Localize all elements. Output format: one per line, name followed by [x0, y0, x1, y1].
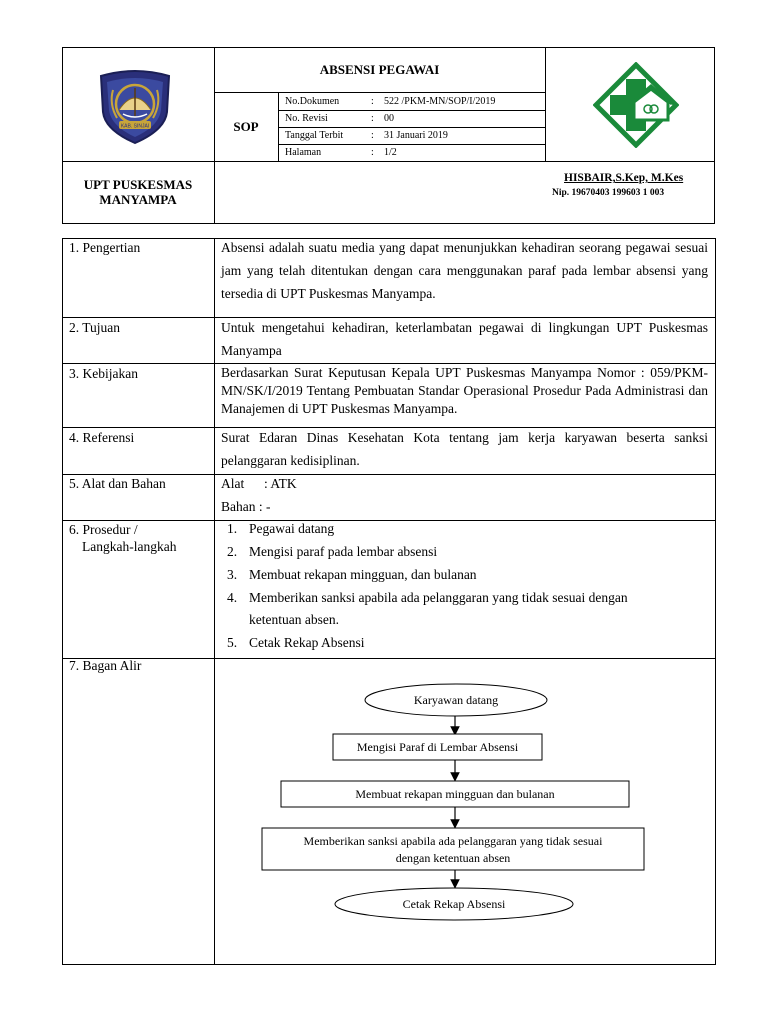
label-kebijakan: 3. Kebijakan — [69, 366, 138, 381]
flow-text-rekap: Membuat rekapan mingguan dan bulanan — [355, 787, 555, 801]
meta-value-halaman: 1/2 — [384, 147, 397, 158]
sop-label: SOP — [233, 119, 259, 134]
step-number: 1. — [227, 521, 238, 536]
step-number: 4. — [227, 590, 238, 605]
signer-nip: Nip. 19670403 199603 1 003 — [552, 188, 665, 198]
label-prosedur-line1: 6. Prosedur / — [69, 522, 138, 537]
org-name-line2: MANYAMPA — [99, 192, 177, 207]
step-number: 2. — [227, 544, 238, 559]
flow-text-sanksi-line2: dengan ketentuan absen — [395, 851, 511, 865]
meta-sep: : — [371, 113, 374, 124]
label-referensi: 4. Referensi — [69, 430, 135, 445]
document-title: ABSENSI PEGAWAI — [319, 62, 440, 77]
bahan-text: Bahan : - — [221, 499, 271, 514]
flow-text-end: Cetak Rekap Absensi — [402, 897, 506, 911]
label-alat-bahan: 5. Alat dan Bahan — [69, 476, 166, 491]
flow-text-paraf: Mengisi Paraf di Lembar Absensi — [356, 740, 519, 754]
meta-sep: : — [371, 147, 374, 158]
step-text: Mengisi paraf pada lembar absensi — [249, 544, 438, 559]
label-tujuan: 2. Tujuan — [69, 320, 121, 335]
text-referensi: Surat Edaran Dinas Kesehatan Kota tentang jam kerja karyawan beserta sanksi pelanggaran kedisiplinan. — [221, 430, 708, 468]
shield-ribbon-text: KAB. SINJAI — [120, 123, 150, 130]
meta-key-dokumen: No.Dokumen — [285, 96, 340, 107]
step-text: Memberikan sanksi apabila ada pelanggaran yang tidak sesuai dengan — [249, 590, 628, 605]
meta-sep: : — [371, 130, 374, 141]
meta-key-tanggal: Tanggal Terbit — [285, 130, 344, 141]
label-pengertian: 1. Pengertian — [69, 240, 141, 255]
signer-name: HISBAIR,S.Kep, M.Kes — [564, 172, 684, 184]
alat-key: Alat — [221, 476, 245, 491]
step-text: Cetak Rekap Absensi — [249, 635, 365, 650]
flow-text-sanksi-line1: Memberikan sanksi apabila ada pelanggaran yang tidak sesuai — [303, 834, 603, 848]
step-number: 3. — [227, 567, 238, 582]
meta-value-dokumen: 522 /PKM-MN/SOP/I/2019 — [384, 96, 496, 107]
meta-key-halaman: Halaman — [285, 147, 322, 158]
text-pengertian: Absensi adalah suatu media yang dapat menunjukkan kehadiran seorang pegawai sesuai jam yang telah ditentukan dengan cara menggunakan paraf pada lembar absensi yang tersedia di UPT Puskesmas Manyampa. — [221, 240, 708, 301]
meta-sep: : — [371, 96, 374, 107]
step-text: Membuat rekapan mingguan, dan bulanan — [249, 567, 477, 582]
org-name-line1: UPT PUSKESMAS — [83, 177, 193, 192]
step-text: Pegawai datang — [249, 521, 335, 536]
meta-value-tanggal: 31 Januari 2019 — [384, 130, 448, 141]
step-continuation: ketentuan absen. — [249, 612, 339, 627]
text-kebijakan: Berdasarkan Surat Keputusan Kepala UPT Puskesmas Manyampa Nomor : 059/PKM-MN/SK/I/2019 Tentang Pembuatan Standar Operasional Prosedur Pada Administrasi dan Manajemen di UPT Puskesmas Manyampa. — [221, 365, 708, 416]
label-bagan-alir: 7. Bagan Alir — [69, 658, 142, 673]
meta-key-revisi: No. Revisi — [285, 113, 328, 124]
alat-value: : ATK — [264, 476, 297, 491]
meta-value-revisi: 00 — [384, 113, 394, 124]
step-number: 5. — [227, 635, 238, 650]
flow-text-start: Karyawan datang — [413, 693, 499, 707]
label-prosedur-line2: Langkah-langkah — [82, 539, 177, 554]
text-tujuan: Untuk mengetahui kehadiran, keterlambatan pegawai di lingkungan UPT Puskesmas Manyampa — [221, 320, 708, 358]
